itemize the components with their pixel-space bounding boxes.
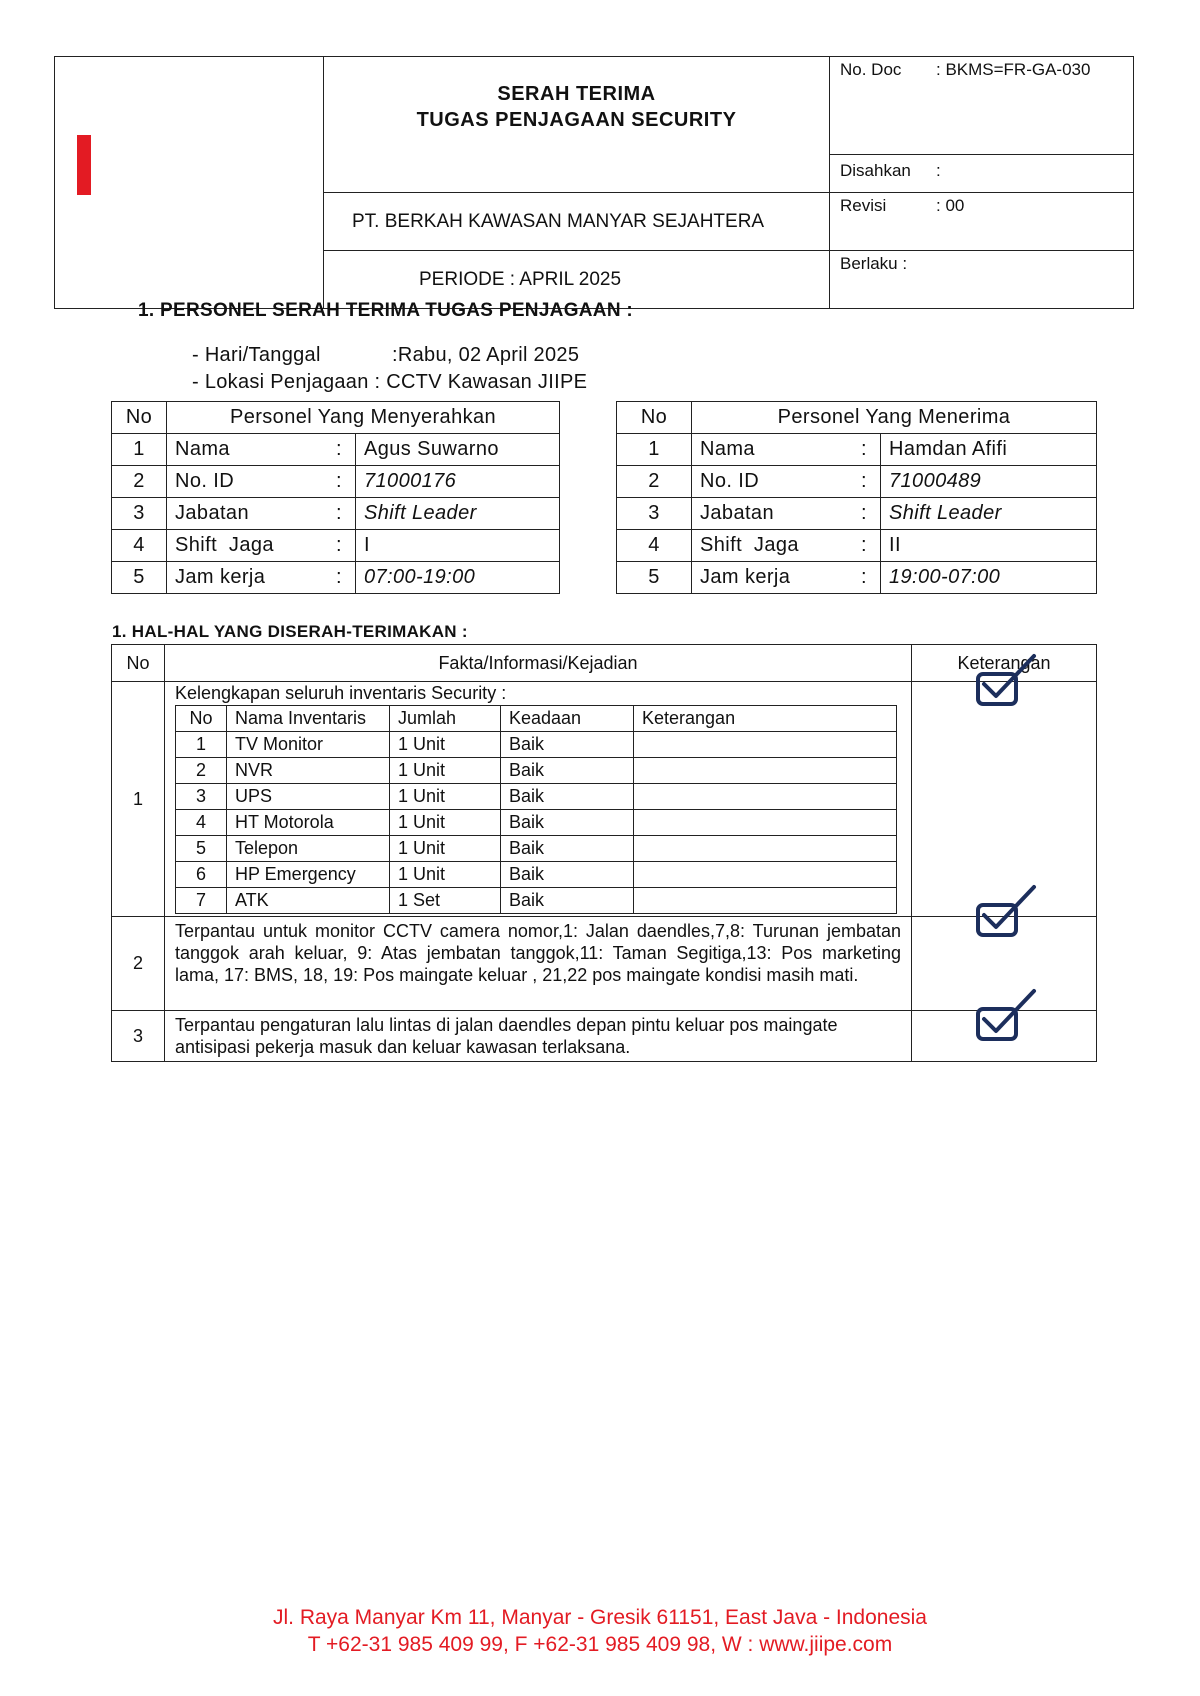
- col-fact-header: Fakta/Informasi/Kejadian: [165, 645, 912, 682]
- row-label: Shift Jaga: [692, 530, 849, 562]
- inventory-row: [176, 836, 897, 862]
- inv-name: NVR: [227, 758, 390, 784]
- row-label: Jam kerja: [692, 562, 849, 594]
- row-no: 2: [617, 466, 692, 498]
- inv-no: 4: [176, 810, 227, 836]
- row-label: Nama: [167, 434, 324, 466]
- checkbox-checked-icon: [972, 985, 1042, 1055]
- inv-no: 5: [176, 836, 227, 862]
- receiver-row: [617, 498, 1097, 530]
- giver-row: [112, 562, 560, 594]
- inv-note: [634, 758, 897, 784]
- inv-qty: 1 Unit: [390, 784, 501, 810]
- inv-qty: 1 Unit: [390, 836, 501, 862]
- date-value: :Rabu, 02 April 2025: [392, 344, 580, 366]
- row-label: Nama: [692, 434, 849, 466]
- giver-table: [111, 401, 560, 594]
- receiver-row: [617, 466, 1097, 498]
- date-label: - Hari/Tanggal: [192, 344, 321, 366]
- row-no: 5: [617, 562, 692, 594]
- row-value: 71000489: [881, 466, 1097, 498]
- no-doc-value: : BKMS=FR-GA-030: [936, 60, 1091, 79]
- giver-row: [112, 498, 560, 530]
- inv-qty: 1 Unit: [390, 810, 501, 836]
- inv-qty: 1 Unit: [390, 732, 501, 758]
- inv-name: Telepon: [227, 836, 390, 862]
- period-label: PERIODE : APRIL 2025: [324, 251, 830, 309]
- inventory-row: [176, 784, 897, 810]
- inv-name: HP Emergency: [227, 862, 390, 888]
- inv-state: Baik: [501, 758, 634, 784]
- inv-name: TV Monitor: [227, 732, 390, 758]
- giver-no-header: No: [112, 402, 167, 434]
- row-label: No. ID: [692, 466, 849, 498]
- inv-header-name: Nama Inventaris: [227, 706, 390, 732]
- inventory-row: [176, 732, 897, 758]
- row-colon: :: [848, 434, 881, 466]
- row-value: Shift Leader: [881, 498, 1097, 530]
- document-title: [324, 57, 830, 193]
- section-1-title: 1. PERSONEL SERAH TERIMA TUGAS PENJAGAAN :: [138, 300, 634, 321]
- row-label: Jam kerja: [167, 562, 324, 594]
- inv-name: ATK: [227, 888, 390, 914]
- no-doc-label: No. Doc: [840, 60, 902, 79]
- row-value: Hamdan Afifi: [881, 434, 1097, 466]
- inv-no: 6: [176, 862, 227, 888]
- footer-contact: T +62-31 985 409 99, F +62-31 985 409 98, W : www.jiipe.com: [307, 1633, 893, 1656]
- date-line: [192, 344, 579, 367]
- item-text: Kelengkapan seluruh inventaris Security :: [175, 683, 507, 703]
- col-no-header: No: [112, 645, 165, 682]
- disahkan-label: Disahkan: [840, 161, 911, 180]
- no-doc-cell: [830, 57, 1134, 155]
- inv-state: Baik: [501, 888, 634, 914]
- inv-name: UPS: [227, 784, 390, 810]
- receiver-row: [617, 434, 1097, 466]
- item-text: Terpantau untuk monitor CCTV camera nomor,1: Jalan daendles,7,8: Turunan jembatan tanggok arah keluar, 9: Atas jembatan tanggok,11: Taman Segitiga,13: Pos marketing lama, 17: BMS, 18, 19: Pos maingate keluar , 21,22 pos maingate kondisi masih mati.: [165, 917, 912, 1011]
- inventory-row: [176, 862, 897, 888]
- inventory-row: [176, 758, 897, 784]
- receiver-table: [616, 401, 1097, 594]
- receiver-row: [617, 562, 1097, 594]
- inv-qty: 1 Unit: [390, 862, 501, 888]
- row-colon: :: [323, 466, 356, 498]
- row-colon: :: [848, 498, 881, 530]
- row-no: 2: [112, 466, 167, 498]
- row-colon: :: [323, 562, 356, 594]
- revisi-value: : 00: [936, 196, 965, 215]
- inv-header-no: No: [176, 706, 227, 732]
- row-label: Jabatan: [167, 498, 324, 530]
- inv-no: 3: [176, 784, 227, 810]
- row-no: 1: [617, 434, 692, 466]
- row-colon: :: [848, 530, 881, 562]
- inventory-row: [176, 888, 897, 914]
- item-no: 1: [112, 682, 165, 917]
- receiver-no-header: No: [617, 402, 692, 434]
- logo-cell: [55, 57, 324, 309]
- inventory-table: [175, 705, 897, 914]
- item-ket-cell: [912, 1011, 1097, 1062]
- checkbox-checked-icon: [972, 881, 1042, 951]
- row-colon: :: [848, 466, 881, 498]
- row-value: Agus Suwarno: [356, 434, 560, 466]
- inv-note: [634, 784, 897, 810]
- revisi-cell: [830, 193, 1134, 251]
- col-ket-header: Keterangan: [912, 645, 1097, 682]
- handover-item-row: [112, 1011, 1097, 1062]
- row-value: 07:00-19:00: [356, 562, 560, 594]
- handover-item-row: [112, 917, 1097, 1011]
- receiver-header: Personel Yang Menerima: [692, 402, 1097, 434]
- row-value: Shift Leader: [356, 498, 560, 530]
- item-text: Terpantau pengaturan lalu lintas di jalan daendles depan pintu keluar pos maingate antisipasi pekerja masuk dan keluar kawasan terlaksana.: [165, 1011, 912, 1062]
- inv-no: 2: [176, 758, 227, 784]
- row-colon: :: [323, 434, 356, 466]
- row-value: I: [356, 530, 560, 562]
- row-colon: :: [323, 498, 356, 530]
- row-colon: :: [848, 562, 881, 594]
- inv-header-state: Keadaan: [501, 706, 634, 732]
- inv-qty: 1 Unit: [390, 758, 501, 784]
- inv-state: Baik: [501, 784, 634, 810]
- inv-note: [634, 732, 897, 758]
- title-line-2: TUGAS PENJAGAAN SECURITY: [416, 109, 737, 131]
- row-no: 5: [112, 562, 167, 594]
- company-name: PT. BERKAH KAWASAN MANYAR SEJAHTERA: [324, 193, 830, 251]
- item-content: [165, 682, 912, 917]
- row-label: Shift Jaga: [167, 530, 324, 562]
- revisi-label: Revisi: [840, 196, 887, 215]
- row-value: 71000176: [356, 466, 560, 498]
- company-logo: [77, 135, 91, 195]
- checkbox-checked-icon: [972, 650, 1042, 720]
- inv-state: Baik: [501, 862, 634, 888]
- giver-row: [112, 434, 560, 466]
- document-header: [54, 56, 1134, 309]
- location-line: - Lokasi Penjagaan : CCTV Kawasan JIIPE: [192, 371, 588, 393]
- inventory-row: [176, 810, 897, 836]
- row-label: Jabatan: [692, 498, 849, 530]
- berlaku-label: Berlaku :: [840, 254, 908, 273]
- handover-items-table: [111, 644, 1097, 1062]
- title-line-1: SERAH TERIMA: [497, 83, 656, 105]
- inv-header-qty: Jumlah: [390, 706, 501, 732]
- row-value: II: [881, 530, 1097, 562]
- row-no: 3: [617, 498, 692, 530]
- row-label: No. ID: [167, 466, 324, 498]
- disahkan-value: :: [936, 161, 941, 180]
- inv-no: 1: [176, 732, 227, 758]
- row-no: 4: [617, 530, 692, 562]
- inv-note: [634, 888, 897, 914]
- company-address-footer: [0, 1604, 1200, 1658]
- row-no: 1: [112, 434, 167, 466]
- row-colon: :: [323, 530, 356, 562]
- inv-qty: 1 Set: [390, 888, 501, 914]
- inv-name: HT Motorola: [227, 810, 390, 836]
- inv-note: [634, 862, 897, 888]
- giver-row: [112, 466, 560, 498]
- inv-no: 7: [176, 888, 227, 914]
- berlaku-cell: [830, 251, 1134, 309]
- row-no: 3: [112, 498, 167, 530]
- handover-item-row: [112, 682, 1097, 917]
- receiver-row: [617, 530, 1097, 562]
- giver-header: Personel Yang Menyerahkan: [167, 402, 560, 434]
- inv-note: [634, 836, 897, 862]
- disahkan-cell: [830, 155, 1134, 193]
- item-no: 3: [112, 1011, 165, 1062]
- inv-state: Baik: [501, 810, 634, 836]
- giver-row: [112, 530, 560, 562]
- section-2-title: 1. HAL-HAL YANG DISERAH-TERIMAKAN :: [112, 622, 468, 641]
- row-value: 19:00-07:00: [881, 562, 1097, 594]
- item-no: 2: [112, 917, 165, 1011]
- inv-state: Baik: [501, 732, 634, 758]
- inv-header-note: Keterangan: [634, 706, 897, 732]
- footer-address: Jl. Raya Manyar Km 11, Manyar - Gresik 61151, East Java - Indonesia: [272, 1606, 927, 1629]
- inv-note: [634, 810, 897, 836]
- inv-state: Baik: [501, 836, 634, 862]
- row-no: 4: [112, 530, 167, 562]
